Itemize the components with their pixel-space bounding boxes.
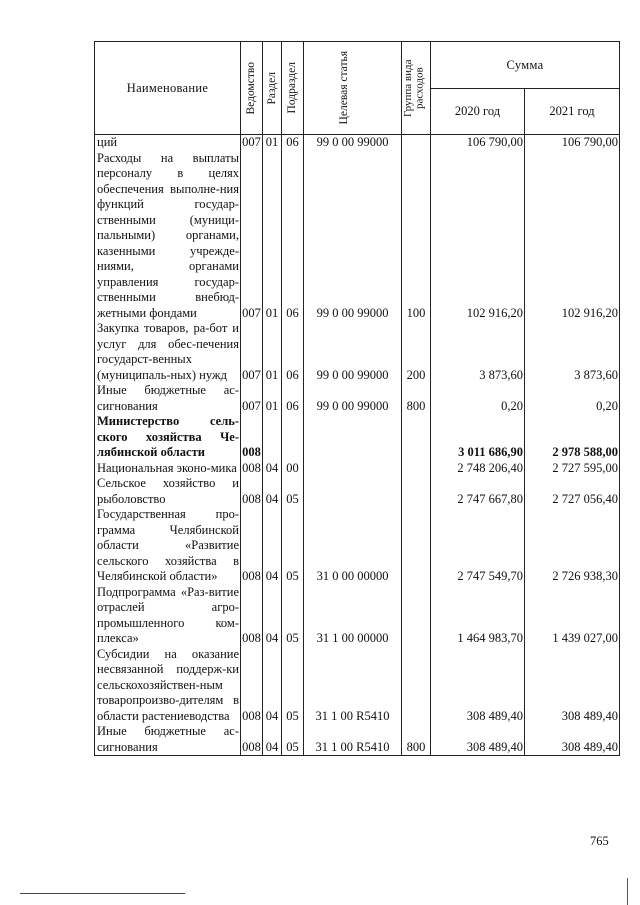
cell-sum-2020: 3 011 686,90 xyxy=(431,414,525,461)
cell-expense-group xyxy=(402,647,431,725)
cell-sum-2021: 0,20 xyxy=(525,383,620,414)
cell-subsection: 06 xyxy=(282,151,304,322)
cell-name: Государственная про-грамма Челябинской области «Развитие сельского хозяйства в Челябинской области» xyxy=(95,507,241,585)
cell-name: Иные бюджетные ас-сигнования xyxy=(95,724,241,756)
cell-target-article xyxy=(304,414,402,461)
header-sum: Сумма xyxy=(431,42,620,89)
cell-subsection: 06 xyxy=(282,383,304,414)
cell-sum-2021: 3 873,60 xyxy=(525,321,620,383)
budget-table xyxy=(94,41,620,756)
table-row xyxy=(95,414,620,461)
table-row xyxy=(95,321,620,383)
cell-subsection: 05 xyxy=(282,724,304,756)
cell-subsection: 00 xyxy=(282,461,304,477)
cell-sum-2020: 308 489,40 xyxy=(431,724,525,756)
cell-target-article xyxy=(304,461,402,477)
header-name: Наименование xyxy=(95,42,241,135)
cell-sum-2021: 2 978 588,00 xyxy=(525,414,620,461)
cell-section: 04 xyxy=(263,724,282,756)
cell-section: 04 xyxy=(263,476,282,507)
cell-expense-group xyxy=(402,476,431,507)
cell-sum-2020: 2 748 206,40 xyxy=(431,461,525,477)
cell-target-article: 31 1 00 R5410 xyxy=(304,724,402,756)
table-header xyxy=(95,42,620,135)
cell-sum-2021: 308 489,40 xyxy=(525,724,620,756)
footer-rule xyxy=(20,893,185,894)
header-section: Раздел xyxy=(263,42,282,135)
cell-sum-2021: 106 790,00 xyxy=(525,135,620,151)
cell-sum-2021: 2 727 595,00 xyxy=(525,461,620,477)
cell-department: 008 xyxy=(241,724,263,756)
cell-expense-group: 800 xyxy=(402,724,431,756)
margin-mark xyxy=(627,878,628,905)
cell-name: Расходы на выплаты персоналу в целях обеспечения выполне-ния функций государ-ственными (муници-пальными) органами, казенными учрежде-ниями, органами управления государ-ственными внебюд-жетными фондами xyxy=(95,151,241,322)
cell-department: 007 xyxy=(242,135,261,149)
cell-expense-group xyxy=(402,507,431,585)
cell-expense-group xyxy=(402,585,431,647)
cell-sum-2021: 2 727 056,40 xyxy=(525,476,620,507)
cell-target-article: 99 0 00 99000 xyxy=(304,383,402,414)
cell-department: 007 xyxy=(241,321,263,383)
cell-expense-group: 100 xyxy=(402,151,431,322)
cell-subsection xyxy=(282,414,304,461)
cell-subsection: 06 xyxy=(282,135,304,151)
header-subsection: Подраздел xyxy=(282,42,304,135)
cell-name: Национальная эконо-мика xyxy=(95,461,241,477)
cell-department: 007 xyxy=(241,383,263,414)
cell-section xyxy=(263,414,282,461)
table-row xyxy=(95,507,620,585)
cell-sum-2020: 2 747 549,70 xyxy=(431,507,525,585)
table-row xyxy=(95,647,620,725)
cell-target-article: 99 0 00 99000 xyxy=(304,321,402,383)
budget-table-container xyxy=(94,41,620,756)
cell-subsection: 05 xyxy=(282,585,304,647)
cell-expense-group xyxy=(402,135,431,151)
cell-section: 01 xyxy=(263,383,282,414)
cell-name: Сельское хозяйство и рыболовство xyxy=(95,476,241,507)
table-row xyxy=(95,476,620,507)
cell-department: 008 xyxy=(241,647,263,725)
table-row xyxy=(95,151,620,322)
cell-section: 01 xyxy=(263,151,282,322)
cell-name: Министерство сель-ского хозяйства Че-лябинской области xyxy=(95,414,241,461)
cell-section: 01 xyxy=(263,135,282,151)
cell-expense-group: 200 xyxy=(402,321,431,383)
table-row xyxy=(95,135,620,151)
cell-subsection: 05 xyxy=(282,647,304,725)
cell-name: Субсидии на оказание несвязанной поддерж-ки сельскохозяйствен-ным товаропроизво-дителям в области растениеводства xyxy=(95,647,241,725)
cell-sum-2020: 308 489,40 xyxy=(431,647,525,725)
page-number: 765 xyxy=(590,834,609,848)
cell-department: 008 xyxy=(241,507,263,585)
header-year-2021: 2021 год xyxy=(525,89,620,135)
cell-sum-2020: 106 790,00 xyxy=(431,135,525,151)
table-row xyxy=(95,724,620,756)
cell-department: 008 xyxy=(241,476,263,507)
cell-subsection: 06 xyxy=(282,321,304,383)
cell-target-article: 99 0 00 99000 xyxy=(304,151,402,322)
cell-sum-2021: 2 726 938,30 xyxy=(525,507,620,585)
cell-subsection: 05 xyxy=(282,507,304,585)
cell-target-article: 31 1 00 R5410 xyxy=(304,647,402,725)
table-row xyxy=(95,383,620,414)
header-year-2020: 2020 год xyxy=(431,89,525,135)
cell-section: 01 xyxy=(263,321,282,383)
cell-section: 04 xyxy=(263,461,282,477)
header-expense-group: Группа вида расходов xyxy=(402,42,431,135)
cell-sum-2020: 102 916,20 xyxy=(431,151,525,322)
cell-sum-2021: 308 489,40 xyxy=(525,647,620,725)
cell-expense-group xyxy=(402,414,431,461)
table-body xyxy=(95,135,620,756)
table-row xyxy=(95,585,620,647)
cell-target-article xyxy=(304,476,402,507)
header-department: Ведомство xyxy=(241,42,263,135)
cell-name: Закупка товаров, ра-бот и услуг для обес-печения государст-венных (муниципаль-ных) нужд xyxy=(95,321,241,383)
cell-subsection: 05 xyxy=(282,476,304,507)
cell-department: 007 xyxy=(241,151,263,322)
cell-sum-2021: 102 916,20 xyxy=(525,151,620,322)
cell-department: 008 xyxy=(242,460,261,475)
cell-name: ций xyxy=(95,135,241,151)
cell-department: 008 xyxy=(241,414,263,461)
cell-department: 008 xyxy=(241,585,263,647)
cell-expense-group xyxy=(402,461,431,477)
cell-sum-2020: 1 464 983,70 xyxy=(431,585,525,647)
cell-section: 04 xyxy=(263,507,282,585)
cell-sum-2021: 1 439 027,00 xyxy=(525,585,620,647)
cell-target-article: 99 0 00 99000 xyxy=(304,135,402,151)
cell-name: Подпрограмма «Раз-витие отраслей агро-промышленного ком-плекса» xyxy=(95,585,241,647)
cell-section: 04 xyxy=(263,647,282,725)
cell-target-article: 31 1 00 00000 xyxy=(304,585,402,647)
cell-sum-2020: 3 873,60 xyxy=(431,321,525,383)
cell-name: Иные бюджетные ас-сигнования xyxy=(95,383,241,414)
header-target-article: Целевая статья xyxy=(304,42,402,135)
cell-section: 04 xyxy=(263,585,282,647)
cell-sum-2020: 0,20 xyxy=(431,383,525,414)
cell-expense-group: 800 xyxy=(402,383,431,414)
cell-sum-2020: 2 747 667,80 xyxy=(431,476,525,507)
cell-target-article: 31 0 00 00000 xyxy=(304,507,402,585)
table-row xyxy=(95,461,620,477)
